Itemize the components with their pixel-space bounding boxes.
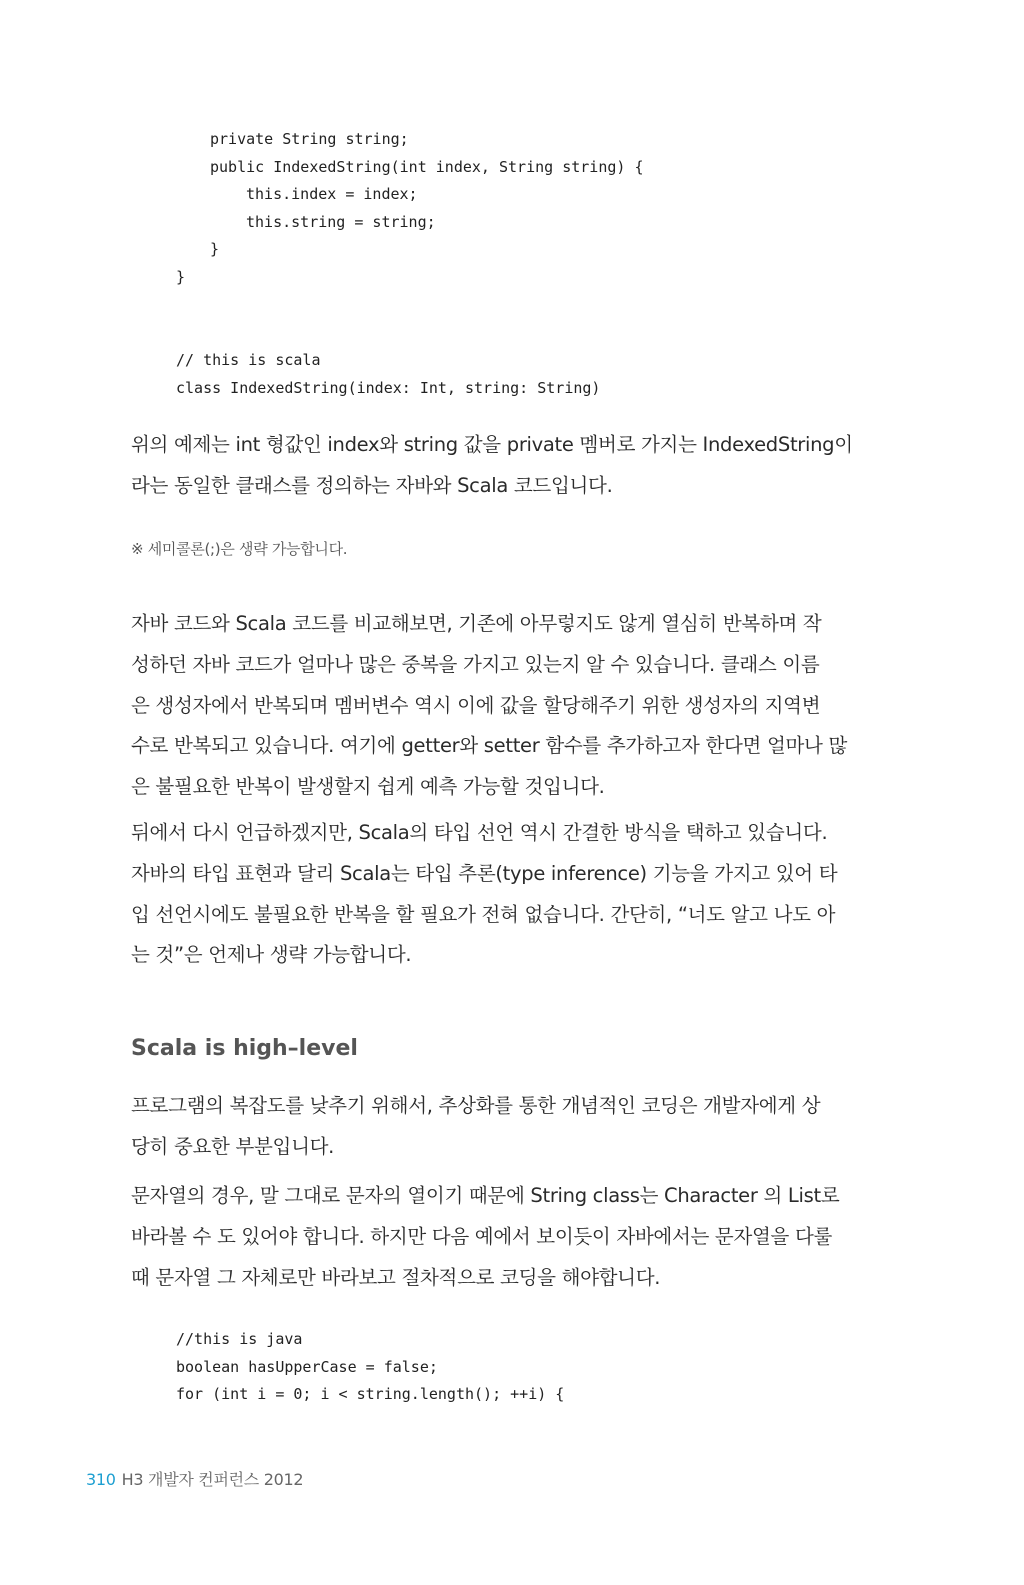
text-line: 뒤에서 다시 언급하겠지만, Scala의 타입 선언 역시 간결한 방식을 택하고 있습니다. xyxy=(131,821,828,844)
code-line: for (int i = 0; i < string.length(); ++i) { xyxy=(176,1385,565,1403)
paragraph-type-inference xyxy=(131,813,873,976)
page-footer xyxy=(86,1467,303,1490)
text-line: 당히 중요한 부분입니다. xyxy=(131,1134,335,1158)
text-line: 바라볼 수 도 있어야 합니다. 하지만 다음 예에서 보이듯이 자바에서는 문자열을 다룰 xyxy=(131,1224,833,1248)
text-line: 자바 코드와 Scala 코드를 비교해보면, 기존에 아무렇지도 않게 열심히 반복하며 작 xyxy=(131,612,822,635)
code-line: this.index = index; xyxy=(246,185,418,203)
text-line: 는 것”은 언제나 생략 가능합니다. xyxy=(131,943,412,967)
code-line: private String string; xyxy=(210,130,409,148)
code-line: // this is scala xyxy=(176,351,321,369)
text-line: 때 문자열 그 자체로만 바라보고 절차적으로 코딩을 해야합니다. xyxy=(131,1265,661,1289)
text-line: 은 생성자에서 반복되며 멤버변수 역시 이에 값을 할당해주기 위한 생성자의 지역변 xyxy=(131,693,821,717)
code-line: } xyxy=(210,240,220,258)
code-block-java-uppercase xyxy=(0,1326,564,1409)
code-line: public IndexedString(int index, String string) { xyxy=(210,157,644,176)
code-line: boolean hasUpperCase = false; xyxy=(176,1357,438,1376)
paragraph-example-description xyxy=(131,425,873,507)
text-line: 위의 예제는 int 형값인 index와 string 값을 private 멤버로 가지는 IndexedString이 xyxy=(131,433,853,456)
code-block-scala-class xyxy=(0,347,600,402)
text-line: 입 선언시에도 불필요한 반복을 할 필요가 전혀 없습니다. 간단히, “너도 알고 나도 아 xyxy=(131,902,836,926)
text-line: 문자열의 경우, 말 그대로 문자의 열이기 때문에 String class는 Character 의 List로 xyxy=(131,1184,840,1207)
code-line: this.string = string; xyxy=(246,212,436,231)
book-title: H3 개발자 컨퍼런스 2012 xyxy=(121,1470,304,1489)
text-line: 자바의 타입 표현과 달리 Scala는 타입 추론(type inference) 기능을 가지고 있어 타 xyxy=(131,861,838,885)
paragraph-code-comparison xyxy=(131,604,873,808)
code-line: } xyxy=(176,267,186,286)
paragraph-string-handling xyxy=(131,1176,873,1298)
text-line: 은 불필요한 반복이 발생할지 쉽게 예측 가능할 것입니다. xyxy=(131,775,605,799)
code-line: //this is java xyxy=(176,1330,303,1348)
paragraph-abstraction xyxy=(131,1086,873,1168)
page-number: 310 xyxy=(86,1470,116,1489)
section-heading: Scala is high–level xyxy=(131,1036,358,1061)
code-block-java-class xyxy=(0,126,643,291)
semicolon-note: ※ 세미콜론(;)은 생략 가능합니다. xyxy=(131,540,348,558)
text-line: 라는 동일한 클래스를 정의하는 자바와 Scala 코드입니다. xyxy=(131,473,613,497)
text-line: 수로 반복되고 있습니다. 여기에 getter와 setter 함수를 추가하고자 한다면 얼마나 많 xyxy=(131,734,848,758)
text-line: 프로그램의 복잡도를 낮추기 위해서, 추상화를 통한 개념적인 코딩은 개발자에게 상 xyxy=(131,1094,821,1117)
text-line: 성하던 자바 코드가 얼마나 많은 중복을 가지고 있는지 알 수 있습니다. 클래스 이름 xyxy=(131,652,820,676)
code-line: class IndexedString(index: Int, string: String) xyxy=(176,378,601,397)
